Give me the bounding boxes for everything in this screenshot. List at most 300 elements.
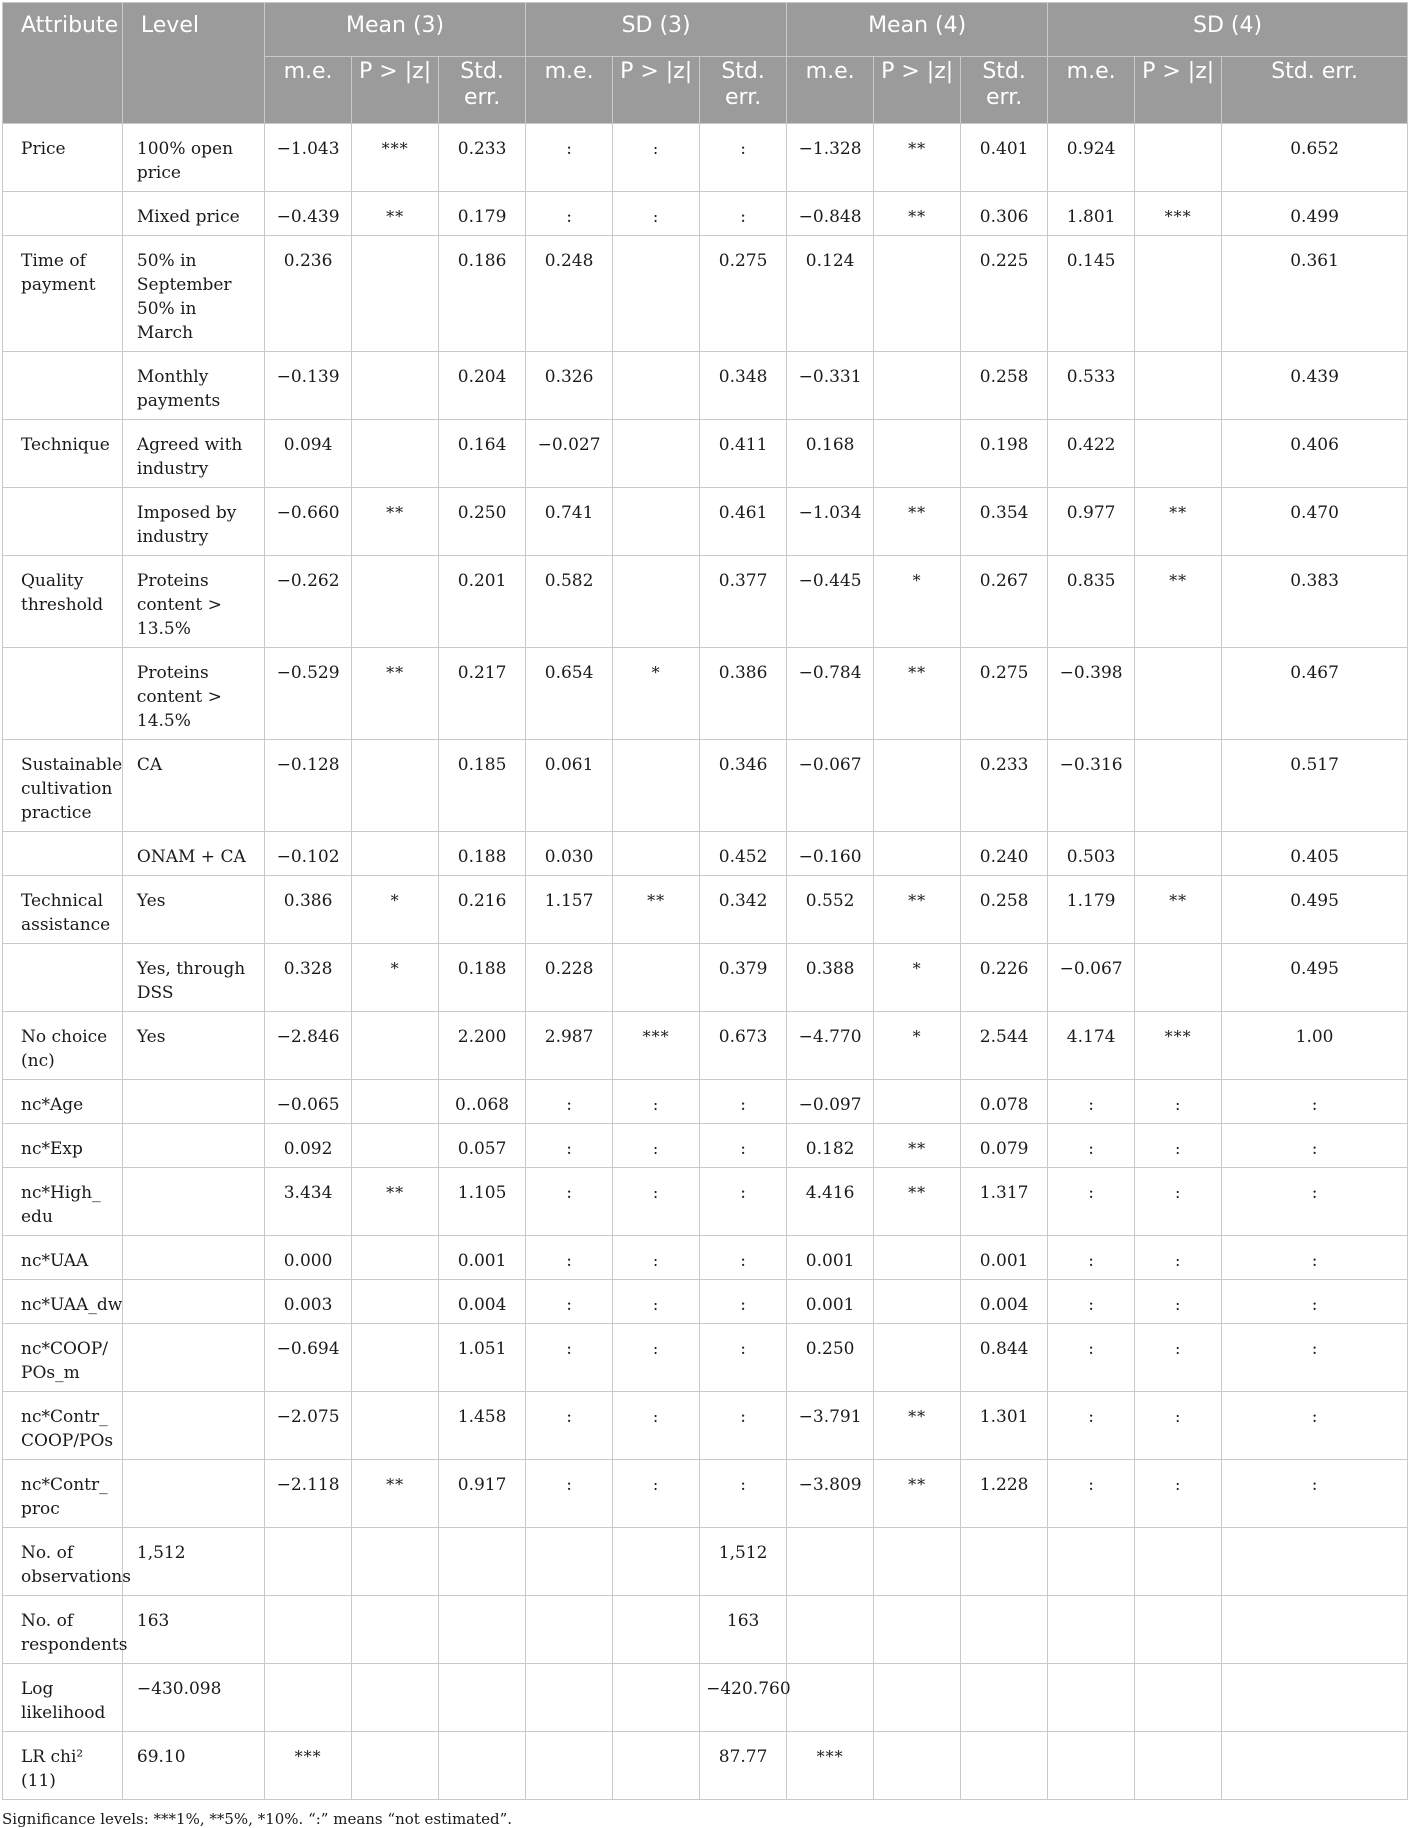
level-cell <box>122 1168 264 1236</box>
results-table-container <box>2 2 1408 1828</box>
p-value-cell <box>613 556 700 648</box>
header-sd-4: SD (4) <box>1048 3 1408 57</box>
p-value-cell <box>1135 832 1222 876</box>
std-err-cell: 0.499 <box>1222 192 1408 236</box>
std-err-cell: 0.495 <box>1222 944 1408 1012</box>
std-err-cell: 0.004 <box>439 1280 526 1324</box>
stat-value-model-3: 1,512 <box>122 1528 264 1596</box>
empty-cell <box>613 1732 700 1800</box>
std-err-cell: 0.377 <box>700 556 787 648</box>
me-cell: 0.236 <box>265 236 352 352</box>
me-cell: 1.179 <box>1048 876 1135 944</box>
header-mean-3: Mean (3) <box>265 3 526 57</box>
std-err-cell: 0.386 <box>700 648 787 740</box>
subheader-std-err: Std. err. <box>700 57 787 124</box>
me-cell: 0.582 <box>526 556 613 648</box>
std-err-cell: 0.258 <box>961 876 1048 944</box>
p-value-cell <box>352 556 439 648</box>
header-mean-4: Mean (4) <box>787 3 1048 57</box>
empty-cell <box>1135 1664 1222 1732</box>
me-cell: : <box>526 1236 613 1280</box>
level-cell: Proteins content > 13.5% <box>122 556 264 648</box>
p-value-cell <box>352 1012 439 1080</box>
table-row <box>3 740 1408 832</box>
attribute-cell: nc*Age <box>3 1080 123 1124</box>
std-err-cell: 1.00 <box>1222 1012 1408 1080</box>
std-err-cell: 1.228 <box>961 1460 1048 1528</box>
me-cell: −2.075 <box>265 1392 352 1460</box>
p-value-cell: : <box>1135 1324 1222 1392</box>
table-row <box>3 488 1408 556</box>
std-err-cell: 0.461 <box>700 488 787 556</box>
p-value-cell: ** <box>613 876 700 944</box>
table-row <box>3 192 1408 236</box>
std-err-cell: 0.406 <box>1222 420 1408 488</box>
level-cell: Monthly payments <box>122 352 264 420</box>
p-value-cell <box>613 488 700 556</box>
stat-value-model-3: 163 <box>122 1596 264 1664</box>
footnote: Significance levels: ***1%, **5%, *10%. “:” means “not estimated”. <box>2 1810 513 1828</box>
std-err-cell: 0.844 <box>961 1324 1048 1392</box>
p-value-cell <box>352 1236 439 1280</box>
empty-cell <box>874 1596 961 1664</box>
stat-sig-model-3 <box>265 1664 352 1732</box>
attribute-cell <box>3 648 123 740</box>
me-cell: 0.533 <box>1048 352 1135 420</box>
p-value-cell: : <box>613 192 700 236</box>
me-cell: 0.250 <box>787 1324 874 1392</box>
p-value-cell <box>874 1080 961 1124</box>
p-value-cell: * <box>874 1012 961 1080</box>
p-value-cell: : <box>1135 1460 1222 1528</box>
me-cell: −0.102 <box>265 832 352 876</box>
empty-cell <box>1222 1596 1408 1664</box>
table-row <box>3 876 1408 944</box>
p-value-cell: : <box>613 124 700 192</box>
std-err-cell: 0.379 <box>700 944 787 1012</box>
std-err-cell: : <box>1222 1460 1408 1528</box>
p-value-cell: : <box>613 1460 700 1528</box>
me-cell: : <box>526 1168 613 1236</box>
me-cell: −0.331 <box>787 352 874 420</box>
std-err-cell: 0.004 <box>961 1280 1048 1324</box>
std-err-cell: 1.105 <box>439 1168 526 1236</box>
me-cell: 3.434 <box>265 1168 352 1236</box>
me-cell: : <box>526 192 613 236</box>
empty-cell <box>526 1528 613 1596</box>
subheader-std-err: Std. err. <box>961 57 1048 124</box>
p-value-cell: ** <box>874 1124 961 1168</box>
table-row <box>3 352 1408 420</box>
stat-value-model-4: 163 <box>700 1596 787 1664</box>
level-cell <box>122 1324 264 1392</box>
table-row <box>3 1324 1408 1392</box>
std-err-cell: 0.198 <box>961 420 1048 488</box>
level-cell <box>122 1124 264 1168</box>
me-cell: −2.846 <box>265 1012 352 1080</box>
std-err-cell: : <box>700 1460 787 1528</box>
attribute-cell: nc*Exp <box>3 1124 123 1168</box>
me-cell: −0.262 <box>265 556 352 648</box>
subheader-me: m.e. <box>265 57 352 124</box>
p-value-cell: : <box>1135 1392 1222 1460</box>
std-err-cell: : <box>700 1168 787 1236</box>
p-value-cell <box>352 740 439 832</box>
me-cell: −1.328 <box>787 124 874 192</box>
attribute-cell: nc*High_ edu <box>3 1168 123 1236</box>
p-value-cell <box>613 832 700 876</box>
std-err-cell: : <box>700 1236 787 1280</box>
stat-sig-model-4 <box>787 1528 874 1596</box>
empty-cell <box>1222 1664 1408 1732</box>
p-value-cell: : <box>1135 1168 1222 1236</box>
table-row <box>3 1236 1408 1280</box>
me-cell: 4.416 <box>787 1168 874 1236</box>
level-cell: Yes, through DSS <box>122 944 264 1012</box>
std-err-cell: 0.233 <box>439 124 526 192</box>
empty-cell <box>439 1732 526 1800</box>
std-err-cell: 0.342 <box>700 876 787 944</box>
empty-cell <box>613 1596 700 1664</box>
me-cell: −0.660 <box>265 488 352 556</box>
me-cell: 0.326 <box>526 352 613 420</box>
std-err-cell: 0.346 <box>700 740 787 832</box>
empty-cell <box>961 1732 1048 1800</box>
me-cell: : <box>526 1280 613 1324</box>
table-header <box>3 3 1408 124</box>
empty-cell <box>1222 1528 1408 1596</box>
std-err-cell: 1.301 <box>961 1392 1048 1460</box>
me-cell: 0.248 <box>526 236 613 352</box>
p-value-cell: *** <box>1135 1012 1222 1080</box>
p-value-cell: : <box>1135 1280 1222 1324</box>
empty-cell <box>352 1528 439 1596</box>
std-err-cell: 0.267 <box>961 556 1048 648</box>
std-err-cell: : <box>1222 1168 1408 1236</box>
attribute-cell: nc*UAA <box>3 1236 123 1280</box>
attribute-cell <box>3 192 123 236</box>
stat-value-model-4: 1,512 <box>700 1528 787 1596</box>
p-value-cell <box>874 352 961 420</box>
stat-sig-model-3 <box>265 1596 352 1664</box>
p-value-cell: ** <box>874 648 961 740</box>
std-err-cell: 0.179 <box>439 192 526 236</box>
empty-cell <box>1048 1528 1135 1596</box>
std-err-cell: : <box>1222 1080 1408 1124</box>
p-value-cell <box>613 740 700 832</box>
stat-sig-model-3 <box>265 1528 352 1596</box>
me-cell: 0.328 <box>265 944 352 1012</box>
std-err-cell: 0.306 <box>961 192 1048 236</box>
table-row <box>3 944 1408 1012</box>
p-value-cell <box>352 1280 439 1324</box>
empty-cell <box>526 1596 613 1664</box>
me-cell: −0.398 <box>1048 648 1135 740</box>
empty-cell <box>439 1596 526 1664</box>
table-row <box>3 1280 1408 1324</box>
table-row <box>3 832 1408 876</box>
std-err-cell: 0.495 <box>1222 876 1408 944</box>
p-value-cell: : <box>613 1124 700 1168</box>
p-value-cell: : <box>1135 1236 1222 1280</box>
std-err-cell: 0.001 <box>961 1236 1048 1280</box>
level-cell: Imposed by industry <box>122 488 264 556</box>
header-attribute: Attribute <box>3 3 123 124</box>
std-err-cell: 0.439 <box>1222 352 1408 420</box>
me-cell: : <box>1048 1080 1135 1124</box>
std-err-cell: 0.275 <box>700 236 787 352</box>
p-value-cell: ** <box>874 1460 961 1528</box>
level-cell <box>122 1392 264 1460</box>
std-err-cell: : <box>1222 1236 1408 1280</box>
stat-label: Log likelihood <box>3 1664 123 1732</box>
me-cell: : <box>526 1124 613 1168</box>
p-value-cell <box>874 740 961 832</box>
p-value-cell <box>352 832 439 876</box>
std-err-cell: 0.216 <box>439 876 526 944</box>
stat-label: LR chi² (11) <box>3 1732 123 1800</box>
me-cell: : <box>526 1460 613 1528</box>
attribute-cell: nc*Contr_ COOP/POs <box>3 1392 123 1460</box>
p-value-cell: ** <box>874 124 961 192</box>
p-value-cell <box>352 1392 439 1460</box>
p-value-cell <box>874 1324 961 1392</box>
std-err-cell: 0.354 <box>961 488 1048 556</box>
subheader-p-value: P > |z| <box>352 57 439 124</box>
std-err-cell: 1.051 <box>439 1324 526 1392</box>
empty-cell <box>874 1528 961 1596</box>
me-cell: 0.145 <box>1048 236 1135 352</box>
me-cell: 2.987 <box>526 1012 613 1080</box>
me-cell: : <box>526 1324 613 1392</box>
me-cell: 0.552 <box>787 876 874 944</box>
p-value-cell <box>874 236 961 352</box>
me-cell: 0.924 <box>1048 124 1135 192</box>
subheader-p-value: P > |z| <box>1135 57 1222 124</box>
subheader-std-err: Std. err. <box>1222 57 1408 124</box>
me-cell: −0.439 <box>265 192 352 236</box>
empty-cell <box>526 1732 613 1800</box>
attribute-cell: Sustainable cultivation practice <box>3 740 123 832</box>
std-err-cell: 0.188 <box>439 944 526 1012</box>
attribute-cell <box>3 352 123 420</box>
std-err-cell: 0.233 <box>961 740 1048 832</box>
p-value-cell <box>874 1236 961 1280</box>
empty-cell <box>352 1732 439 1800</box>
empty-cell <box>961 1664 1048 1732</box>
me-cell: 0.001 <box>787 1236 874 1280</box>
me-cell: −3.809 <box>787 1460 874 1528</box>
p-value-cell <box>613 944 700 1012</box>
empty-cell <box>1135 1528 1222 1596</box>
std-err-cell: 0.186 <box>439 236 526 352</box>
me-cell: : <box>526 124 613 192</box>
me-cell: : <box>1048 1168 1135 1236</box>
p-value-cell <box>352 1324 439 1392</box>
std-err-cell: 0..068 <box>439 1080 526 1124</box>
table-row <box>3 1080 1408 1124</box>
p-value-cell: ** <box>874 1392 961 1460</box>
p-value-cell: ** <box>1135 876 1222 944</box>
level-cell: Proteins content > 14.5% <box>122 648 264 740</box>
p-value-cell: : <box>1135 1124 1222 1168</box>
level-cell: Mixed price <box>122 192 264 236</box>
empty-cell <box>874 1732 961 1800</box>
p-value-cell: : <box>613 1080 700 1124</box>
std-err-cell: 0.258 <box>961 352 1048 420</box>
stats-row <box>3 1596 1408 1664</box>
table-row <box>3 556 1408 648</box>
p-value-cell: ** <box>352 488 439 556</box>
p-value-cell: * <box>874 944 961 1012</box>
std-err-cell: 0.652 <box>1222 124 1408 192</box>
empty-cell <box>352 1596 439 1664</box>
p-value-cell <box>352 1080 439 1124</box>
me-cell: −0.067 <box>1048 944 1135 1012</box>
empty-cell <box>1222 1732 1408 1800</box>
attribute-cell: Technique <box>3 420 123 488</box>
empty-cell <box>526 1664 613 1732</box>
me-cell: −1.034 <box>787 488 874 556</box>
p-value-cell: * <box>613 648 700 740</box>
attribute-cell <box>3 944 123 1012</box>
me-cell: 1.801 <box>1048 192 1135 236</box>
empty-cell <box>874 1664 961 1732</box>
empty-cell <box>961 1528 1048 1596</box>
level-cell: 50% in September 50% in March <box>122 236 264 352</box>
std-err-cell: 0.383 <box>1222 556 1408 648</box>
stat-value-model-4: −420.760 <box>700 1664 787 1732</box>
me-cell: −0.128 <box>265 740 352 832</box>
table-row <box>3 1168 1408 1236</box>
subheader-std-err: Std. err. <box>439 57 526 124</box>
std-err-cell: 0.250 <box>439 488 526 556</box>
me-cell: 0.835 <box>1048 556 1135 648</box>
std-err-cell: 0.517 <box>1222 740 1408 832</box>
me-cell: −0.027 <box>526 420 613 488</box>
std-err-cell: 0.001 <box>439 1236 526 1280</box>
me-cell: 0.030 <box>526 832 613 876</box>
results-table <box>2 2 1408 1800</box>
me-cell: −2.118 <box>265 1460 352 1528</box>
table-row <box>3 1460 1408 1528</box>
std-err-cell: 0.348 <box>700 352 787 420</box>
std-err-cell: : <box>1222 1392 1408 1460</box>
p-value-cell <box>874 1280 961 1324</box>
empty-cell <box>439 1664 526 1732</box>
std-err-cell: 0.405 <box>1222 832 1408 876</box>
std-err-cell: 0.673 <box>700 1012 787 1080</box>
attribute-cell: nc*UAA_dw <box>3 1280 123 1324</box>
std-err-cell: 0.240 <box>961 832 1048 876</box>
empty-cell <box>613 1528 700 1596</box>
p-value-cell <box>352 1124 439 1168</box>
me-cell: : <box>1048 1280 1135 1324</box>
me-cell: : <box>526 1392 613 1460</box>
p-value-cell: ** <box>874 1168 961 1236</box>
p-value-cell <box>1135 124 1222 192</box>
attribute-cell: Quality threshold <box>3 556 123 648</box>
me-cell: −0.848 <box>787 192 874 236</box>
attribute-cell: nc*COOP/ POs_m <box>3 1324 123 1392</box>
me-cell: 1.157 <box>526 876 613 944</box>
std-err-cell: : <box>1222 1280 1408 1324</box>
attribute-cell <box>3 488 123 556</box>
header-row-groups <box>3 3 1408 57</box>
me-cell: 0.228 <box>526 944 613 1012</box>
subheader-p-value: P > |z| <box>613 57 700 124</box>
std-err-cell: 1.458 <box>439 1392 526 1460</box>
level-cell: 100% open price <box>122 124 264 192</box>
std-err-cell: 0.164 <box>439 420 526 488</box>
std-err-cell: 0.079 <box>961 1124 1048 1168</box>
attribute-cell: Time of payment <box>3 236 123 352</box>
std-err-cell: 1.317 <box>961 1168 1048 1236</box>
p-value-cell <box>613 236 700 352</box>
std-err-cell: 0.467 <box>1222 648 1408 740</box>
p-value-cell: * <box>874 556 961 648</box>
me-cell: 0.388 <box>787 944 874 1012</box>
std-err-cell: 2.200 <box>439 1012 526 1080</box>
p-value-cell <box>352 420 439 488</box>
table-row <box>3 1124 1408 1168</box>
p-value-cell: ** <box>352 1168 439 1236</box>
stat-value-model-4: 87.77 <box>700 1732 787 1800</box>
header-sd-3: SD (3) <box>526 3 787 57</box>
std-err-cell: 0.401 <box>961 124 1048 192</box>
me-cell: : <box>1048 1236 1135 1280</box>
me-cell: −3.791 <box>787 1392 874 1460</box>
p-value-cell: *** <box>1135 192 1222 236</box>
std-err-cell: 0.275 <box>961 648 1048 740</box>
empty-cell <box>1135 1732 1222 1800</box>
p-value-cell <box>1135 420 1222 488</box>
std-err-cell: 0.057 <box>439 1124 526 1168</box>
attribute-cell: Price <box>3 124 123 192</box>
me-cell: −1.043 <box>265 124 352 192</box>
p-value-cell: : <box>1135 1080 1222 1124</box>
me-cell: 0.654 <box>526 648 613 740</box>
empty-cell <box>1048 1596 1135 1664</box>
p-value-cell <box>613 352 700 420</box>
subheader-me: m.e. <box>787 57 874 124</box>
std-err-cell: : <box>700 1124 787 1168</box>
p-value-cell: *** <box>352 124 439 192</box>
p-value-cell: ** <box>874 876 961 944</box>
table-row <box>3 648 1408 740</box>
me-cell: : <box>1048 1460 1135 1528</box>
me-cell: −0.529 <box>265 648 352 740</box>
p-value-cell: ** <box>352 192 439 236</box>
std-err-cell: : <box>700 1280 787 1324</box>
stats-row <box>3 1732 1408 1800</box>
me-cell: −0.694 <box>265 1324 352 1392</box>
stat-value-model-3: 69.10 <box>122 1732 264 1800</box>
me-cell: 0.000 <box>265 1236 352 1280</box>
std-err-cell: : <box>1222 1324 1408 1392</box>
std-err-cell: 0.470 <box>1222 488 1408 556</box>
empty-cell <box>439 1528 526 1596</box>
std-err-cell: : <box>700 124 787 192</box>
std-err-cell: 0.226 <box>961 944 1048 1012</box>
table-row <box>3 1012 1408 1080</box>
me-cell: 0.092 <box>265 1124 352 1168</box>
me-cell: 4.174 <box>1048 1012 1135 1080</box>
me-cell: −0.316 <box>1048 740 1135 832</box>
p-value-cell <box>352 352 439 420</box>
subheader-p-value: P > |z| <box>874 57 961 124</box>
stat-value-model-3: −430.098 <box>122 1664 264 1732</box>
